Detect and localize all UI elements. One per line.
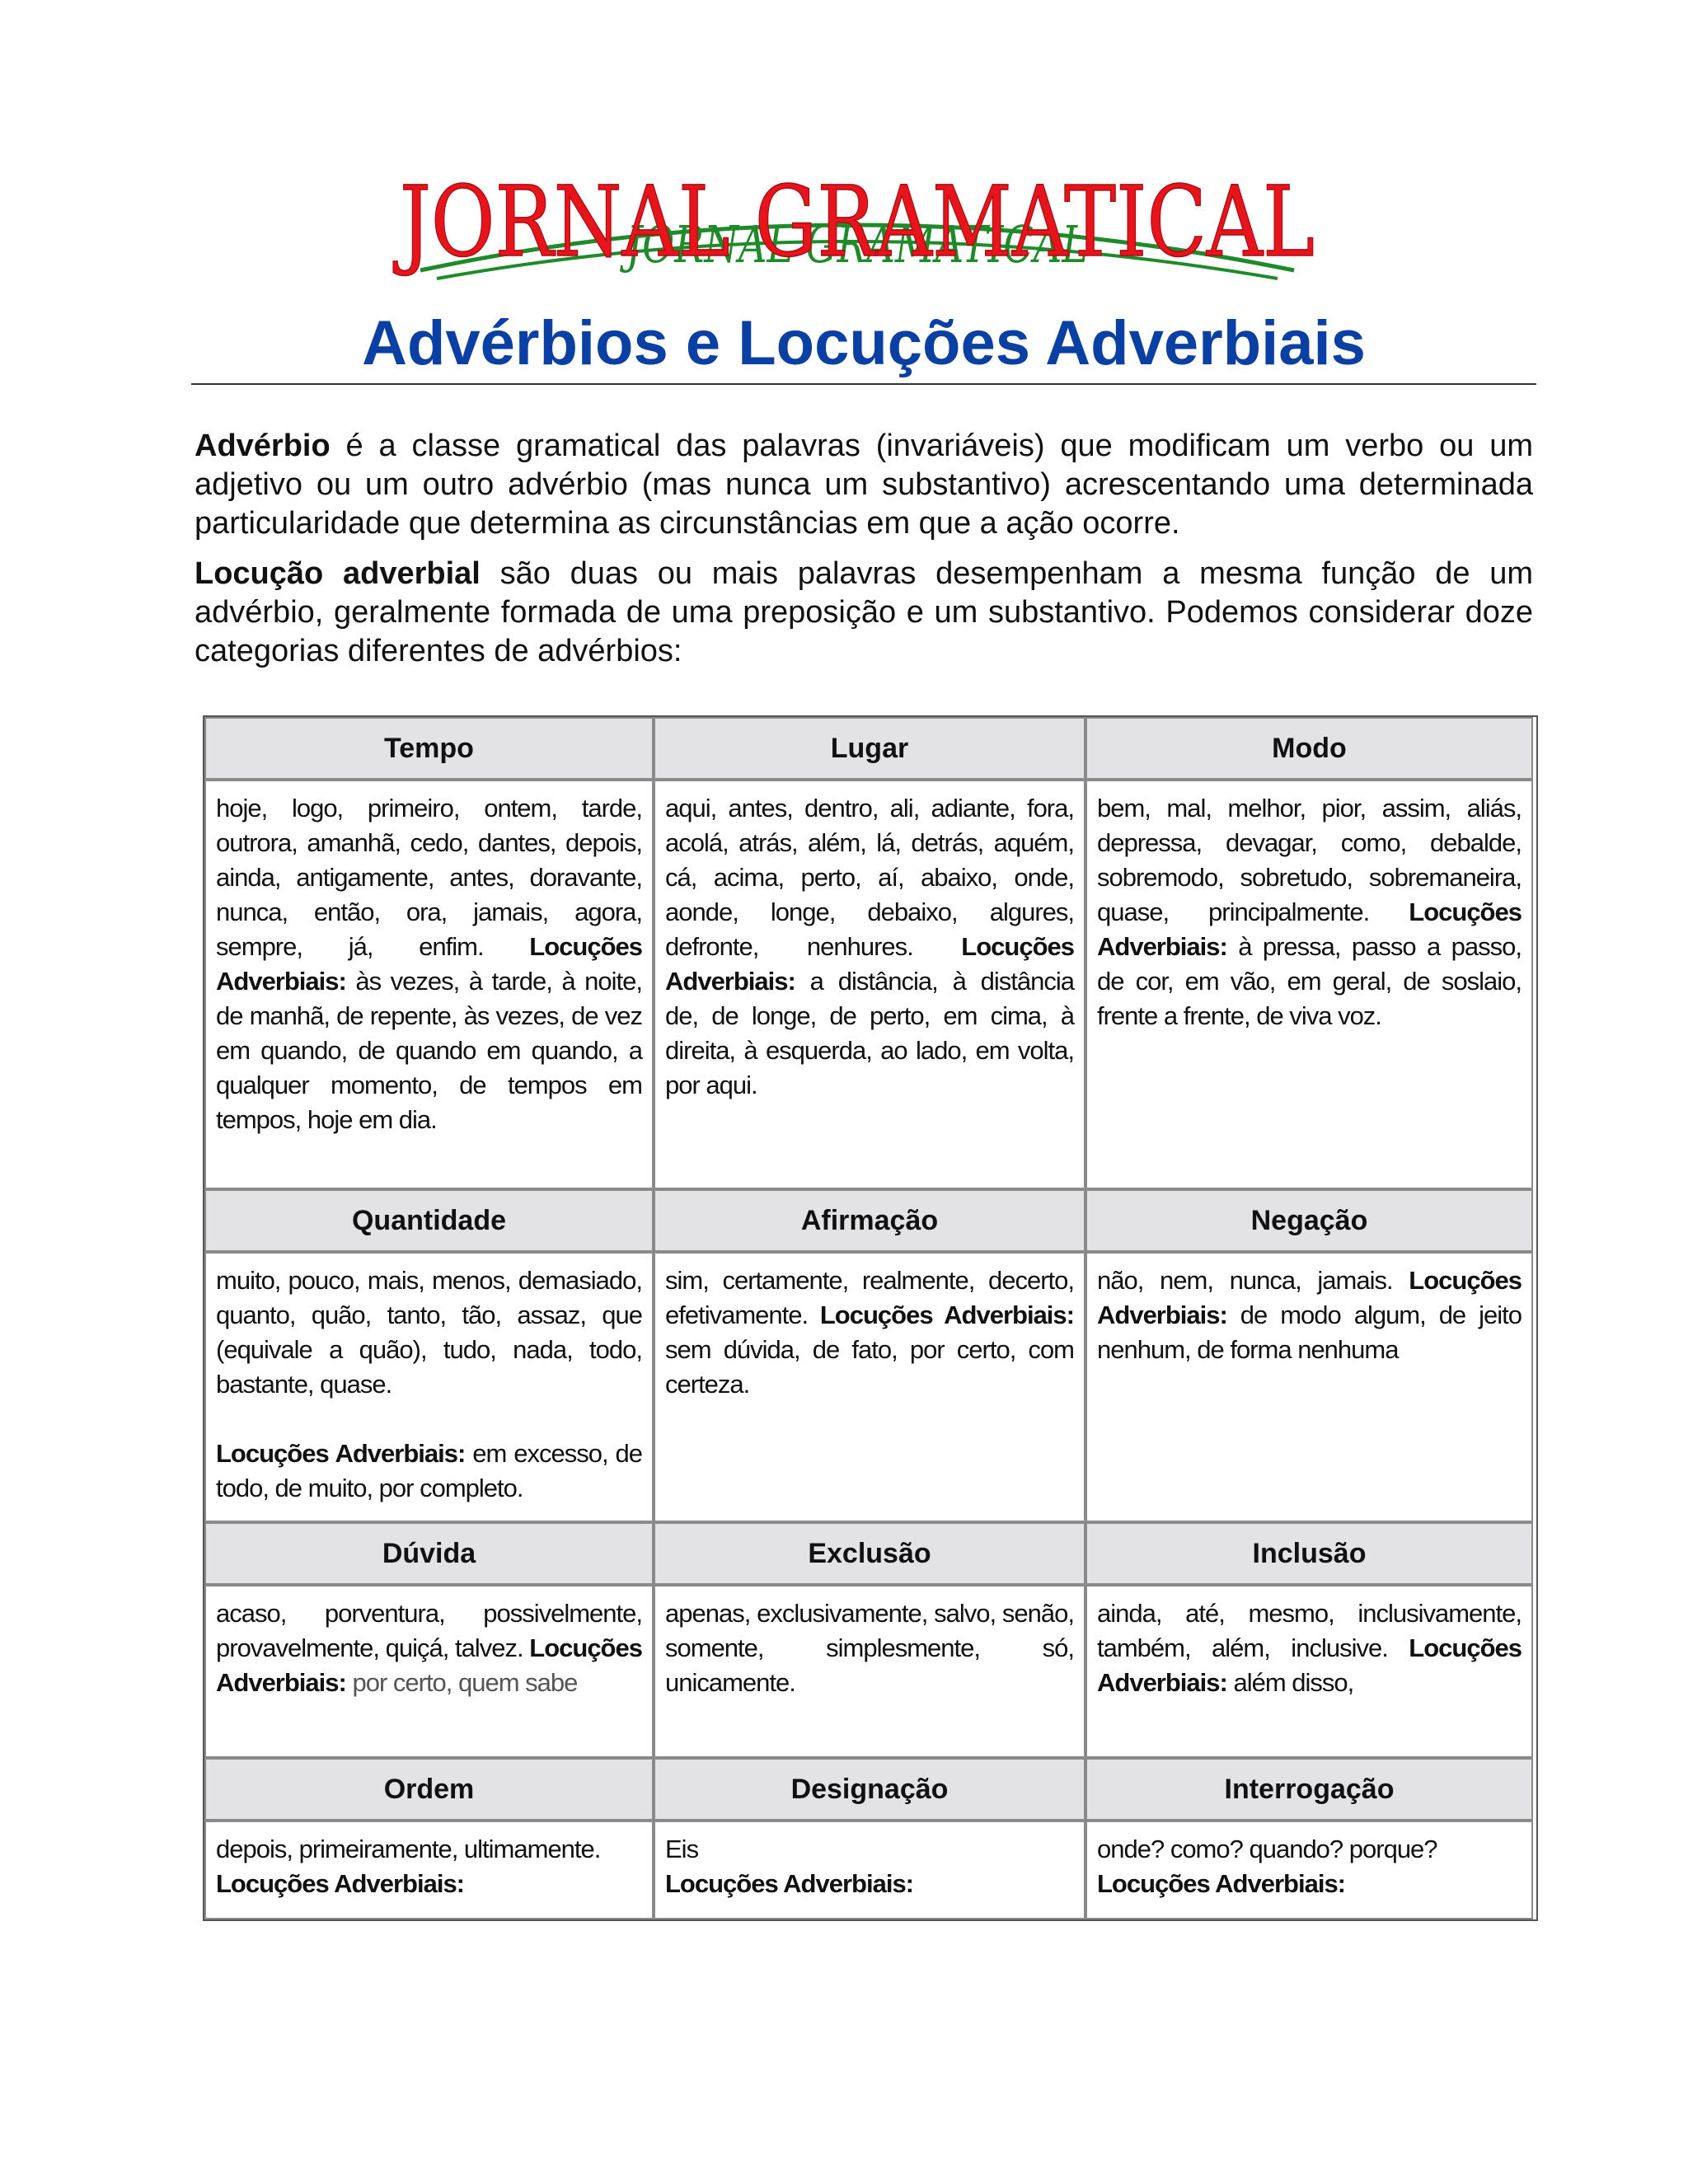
cell-lugar <box>654 780 1085 1189</box>
cell-modo <box>1085 780 1533 1189</box>
adverb-list: ainda, até, mesmo, inclusivamente, também, além, inclusive. <box>1097 1599 1522 1662</box>
locucoes-list: em excesso, de todo, de muito, por completo. <box>216 1439 642 1502</box>
title-divider <box>191 383 1536 385</box>
table-header-row <box>204 1522 1536 1585</box>
logo-shadow-text: JORNAL GRAMATICAL <box>619 214 1088 274</box>
cell-inclusao <box>1085 1585 1533 1758</box>
logo-main-text: JORNAL GRAMATICAL <box>392 165 1315 279</box>
adverb-list: não, nem, nunca, jamais. <box>1097 1266 1393 1295</box>
locucoes-label: Locuções Adverbiais: <box>1097 898 1522 961</box>
adverb-list: Eis <box>665 1835 699 1863</box>
logo-graphic <box>387 147 1327 295</box>
header-duvida: Dúvida <box>204 1522 654 1585</box>
cell-afirmacao <box>654 1252 1085 1522</box>
definition-locucao: são duas ou mais palavras desempenham a mesma função de um advérbio, geralmente formada de uma preposição e um substantivo. Podemos considerar doze categorias diferentes de advérbios: <box>195 556 1534 668</box>
cell-duvida <box>204 1585 654 1758</box>
table-row <box>204 1821 1536 1919</box>
cell-tempo <box>204 780 654 1189</box>
table-row <box>204 1252 1536 1522</box>
adverb-list: depois, primeiramente, ultimamente. <box>216 1835 601 1863</box>
page-title: Advérbios e Locuções Adverbiais <box>362 308 1366 378</box>
header-inclusao: Inclusão <box>1085 1522 1533 1585</box>
term-locucao: Locução adverbial <box>195 556 481 591</box>
locucoes-label: Locuções Adverbiais: <box>819 1301 1074 1329</box>
header-designacao: Designação <box>654 1758 1085 1821</box>
term-adverbio: Advérbio <box>195 429 331 463</box>
intro-paragraph-adverbio <box>195 427 1533 543</box>
table-row <box>204 780 1536 1189</box>
locucoes-label: Locuções Adverbiais: <box>216 1439 466 1468</box>
header-negacao: Negação <box>1085 1189 1533 1252</box>
locucoes-label: Locuções Adverbiais: <box>216 932 642 996</box>
locucoes-list: de modo algum, de jeito nenhum, de forma nenhuma <box>1097 1301 1522 1364</box>
cell-exclusao <box>654 1585 1085 1758</box>
cell-negacao <box>1085 1252 1533 1522</box>
header-exclusao: Exclusão <box>654 1522 1085 1585</box>
adverb-list: sim, certamente, realmente, decerto, efetivamente. <box>665 1266 1074 1329</box>
table-row <box>204 1585 1536 1758</box>
locucoes-label: Locuções Adverbiais: <box>216 1633 642 1697</box>
adverb-list: hoje, logo, primeiro, ontem, tarde, outrora, amanhã, cedo, dantes, depois, ainda, antigamente, antes, doravante, nunca, então, ora, jamais, agora, sempre, já, enfim. <box>216 794 642 961</box>
locucoes-list: sem dúvida, de fato, por certo, com certeza. <box>665 1335 1074 1399</box>
adverb-list: apenas, exclusivamente, salvo, senão, somente, simplesmente, só, unicamente. <box>665 1599 1074 1697</box>
adverb-list: aqui, antes, dentro, ali, adiante, fora, acolá, atrás, além, lá, detrás, aquém, cá, acima, perto, aí, abaixo, onde, aonde, longe, debaixo, algures, defronte, nenhures. <box>665 794 1074 961</box>
header-modo: Modo <box>1085 717 1533 780</box>
locucoes-list: a distância, à distância de, de longe, de perto, em cima, à direita, à esquerda, ao lado, em volta, por aqui. <box>665 967 1074 1099</box>
locucoes-label: Locuções Adverbiais: <box>1097 1266 1522 1329</box>
adverb-categories-table <box>203 715 1538 1921</box>
definition-adverbio: é a classe gramatical das palavras (invariáveis) que modificam um verbo ou um adjetivo ou um outro advérbio (mas nunca um substantivo) acrescentando uma determinada particularidade que determina as circunstâncias em que a ação ocorre. <box>195 429 1533 541</box>
locucoes-label: Locuções Adverbiais: <box>1097 1869 1346 1898</box>
table-header-row <box>204 1758 1536 1821</box>
table-header-row <box>204 717 1536 780</box>
header-interrogacao: Interrogação <box>1085 1758 1533 1821</box>
locucoes-label: Locuções Adverbiais: <box>665 1869 914 1898</box>
intro-paragraph-locucao <box>195 555 1533 671</box>
header-afirmacao: Afirmação <box>654 1189 1085 1252</box>
locucoes-list: à pressa, passo a passo, de cor, em vão, em geral, de soslaio, frente a frente, de viva voz. <box>1097 932 1522 1030</box>
cell-ordem <box>204 1821 654 1919</box>
cell-quantidade <box>204 1252 654 1522</box>
locucoes-list: por certo, quem sabe <box>345 1668 578 1697</box>
header-tempo: Tempo <box>204 717 654 780</box>
cell-interrogacao <box>1085 1821 1533 1919</box>
adverb-list: acaso, porventura, possivelmente, provavelmente, quiçá, talvez. <box>216 1599 642 1662</box>
adverb-list: muito, pouco, mais, menos, demasiado, quanto, quão, tanto, tão, assaz, que (equivale a quão), tudo, nada, todo, bastante, quase. <box>216 1266 642 1399</box>
locucoes-list: às vezes, à tarde, à noite, de manhã, de repente, às vezes, de vez em quando, de quando em quando, a qualquer momento, de tempos em tempos, hoje em dia. <box>216 967 642 1134</box>
header-lugar: Lugar <box>654 717 1085 780</box>
locucoes-label: Locuções Adverbiais: <box>216 1869 465 1898</box>
jornal-gramatical-logo <box>387 147 1327 295</box>
table-header-row <box>204 1189 1536 1252</box>
adverb-list: onde? como? quando? porque? <box>1097 1835 1437 1863</box>
header-quantidade: Quantidade <box>204 1189 654 1252</box>
adverb-list: bem, mal, melhor, pior, assim, aliás, depressa, devagar, como, debalde, sobremodo, sobretudo, sobremaneira, quase, principalmente. <box>1097 794 1522 926</box>
locucoes-list: além disso, <box>1226 1668 1354 1697</box>
locucoes-label: Locuções Adverbiais: <box>665 932 1074 996</box>
blank-line <box>216 1402 642 1436</box>
cell-designacao <box>654 1821 1085 1919</box>
locucoes-label: Locuções Adverbiais: <box>1097 1633 1522 1697</box>
header-ordem: Ordem <box>204 1758 654 1821</box>
